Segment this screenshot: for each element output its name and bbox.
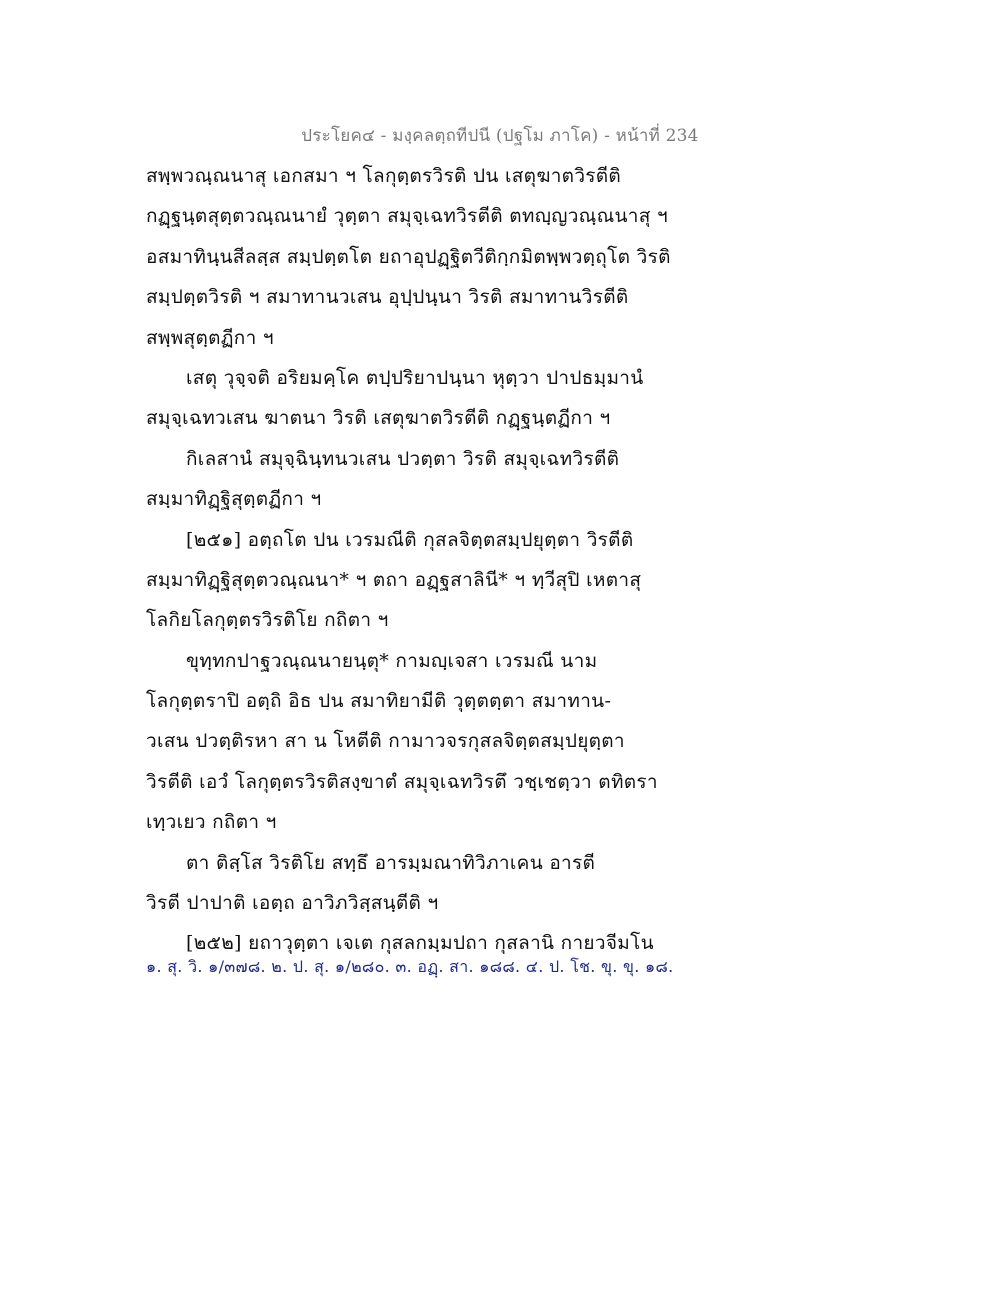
running-header: ประโยค๔ - มงฺคลตฺถทีปนี (ปฐโม ภาโค) - หน้าที่ 234 (301, 126, 699, 146)
text-line: โลกิยโลกุตฺตรวิรติโย กถิตา ฯ (146, 609, 389, 632)
text-line: สมฺปตฺตวิรติ ฯ สมาทานวเสน อุปฺปนฺนา วิรติ สมาทานวิรตีติ (146, 286, 629, 309)
paragraph-start-line: ขุทฺทกปาฐวณฺณนายนฺตุ* กามญฺเจสา เวรมณี นาม (186, 649, 598, 672)
paragraph-start-line: กิเลสานํ สมุจฺฉินฺทนวเสน ปวตฺตา วิรติ สมุจฺเฉทวิรตีติ (186, 447, 620, 470)
text-line: กฏฺฐนฺตสุตฺตวณฺณนายํ วุตฺตา สมุจฺเฉทวิรตีติ ตทญฺญวณฺณนาสุ ฯ (146, 205, 668, 228)
text-line: วิรตี ปาปาติ เอตฺถ อาวิภวิสฺสนฺตีติ ฯ (146, 892, 439, 915)
text-line: สพฺพวณฺณนาสุ เอกสมา ฯ โลกุตฺตรวิรติ ปน เสตุฆาตวิรตีติ (146, 165, 622, 187)
text-line: สมฺมาทิฏฺฐิสุตฺตฏีกา ฯ (146, 488, 322, 511)
text-line: วิรตีติ เอวํ โลกุตฺตรวิรติสงฺขาตํ สมุจฺเฉทวิรตึ วชฺเชตฺวา ตทิตรา (146, 770, 658, 793)
text-line: สพฺพสุตฺตฏีกา ฯ (146, 326, 274, 349)
text-line: อสมาทินฺนสีลสฺส สมฺปตฺตโต ยถาอุปฏฺฐิตวีติกฺกมิตพฺพวตฺถุโต วิรติ (146, 245, 671, 268)
footnotes: ๑. สุ. วิ. ๑/๓๗๘. ๒. ป. สุ. ๑/๒๘๐. ๓. อฏฺ. สา. ๑๘๘. ๔. ป. โช. ขุ. ขุ. ๑๘. (146, 957, 674, 976)
body-text (146, 156, 746, 964)
paragraph-start-line: ตา ติสฺโส วิรติโย สทฺธึ อารมฺมณาทิวิภาเคน อารตี (186, 851, 596, 874)
text-line: วเสน ปวตฺติรหา สา น โหตีติ กามาวจรกุสลจิตฺตสมฺปยุตฺตา (146, 730, 625, 753)
text-line: สมุจฺเฉทวเสน ฆาตนา วิรติ เสตุฆาตวิรตีติ กฏฺฐนฺตฏีกา ฯ (146, 407, 611, 430)
text-line: โลกุตฺตราปิ อตฺถิ อิธ ปน สมาทิยามีติ วุตฺตตฺตา สมาทาน- (146, 690, 612, 713)
text-line: เทฺวเยว กถิตา ฯ (146, 811, 277, 834)
paragraph-start-line: [๒๕๑] อตฺถโต ปน เวรมณีติ กุสลจิตฺตสมฺปยุตฺตา วิรตีติ (186, 528, 634, 551)
paragraph-start-line: [๒๕๒] ยถาวุตฺตา เจเต กุสลกมฺมปถา กุสลานิ กายวจีมโน (186, 932, 654, 955)
text-line: สมฺมาทิฏฺฐิสุตฺตวณฺณนา* ฯ ตถา อฏฺฐสาลินี* ฯ ทฺวีสุปิ เหตาสุ (146, 568, 642, 591)
paragraph-start-line: เสตุ วุจฺจติ อริยมคฺโค ตปฺปริยาปนฺนา หุตฺวา ปาปธมฺมานํ (186, 366, 644, 389)
